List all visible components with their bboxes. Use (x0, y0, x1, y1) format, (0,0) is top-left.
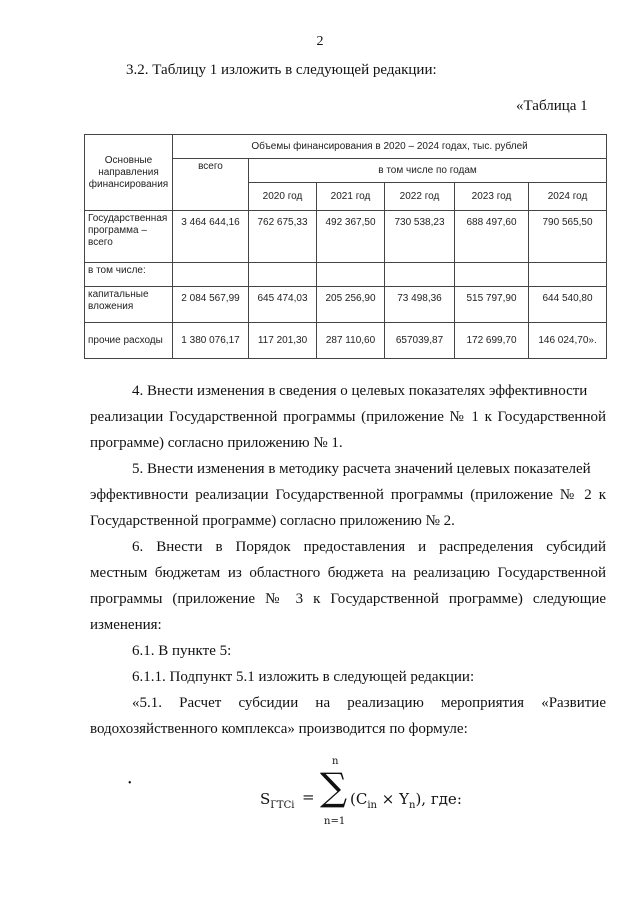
formula-symbol-s (260, 790, 294, 811)
row-label: капитальные вложения (85, 287, 173, 323)
cell-value: 688 497,60 (455, 211, 529, 263)
cell-value: 657039,87 (385, 323, 455, 359)
cell-value: 515 797,90 (455, 287, 529, 323)
paragraph-line: 5. Внести изменения в методику расчета значений целевых показателей (132, 461, 591, 477)
paragraph-line: 6. Внести в Порядок предоставления и распределения субсидий (132, 539, 606, 555)
paragraph-line: 4. Внести изменения в сведения о целевых показателях эффективности (132, 383, 588, 399)
header-directions: Основные направления финансирования (85, 135, 173, 211)
paragraph-line: эффективности реализации Государственной программы (приложение № 2 к (90, 487, 606, 503)
paragraph-line: реализации Государственной программы (приложение № 1 к Государственной (90, 409, 606, 425)
formula-sum-lower: n=1 (324, 816, 346, 827)
paragraph-line: изменения: (90, 617, 162, 633)
header-year: 2020 год (249, 183, 317, 211)
paragraph-line: программе) согласно приложению № 1. (90, 435, 343, 451)
bullet-mark: • (128, 778, 132, 789)
paragraph-line: местным бюджетам из областного бюджета на реализацию Государственной (90, 565, 606, 581)
formula-body (350, 790, 462, 811)
formula-sum-upper: n (332, 756, 339, 767)
cell-value (529, 263, 607, 287)
header-by-year: в том числе по годам (249, 159, 607, 183)
cell-value: 762 675,33 (249, 211, 317, 263)
cell-value: 205 256,90 (317, 287, 385, 323)
cell-value: 645 474,03 (249, 287, 317, 323)
formula-c: (C (350, 790, 368, 808)
cell-value: 172 699,70 (455, 323, 529, 359)
header-total: всего (173, 159, 249, 211)
table-row (85, 287, 607, 323)
subsidy-formula (260, 756, 460, 826)
table-row (85, 323, 607, 359)
table-caption: «Таблица 1 (516, 98, 588, 114)
cell-value (317, 263, 385, 287)
header-year: 2023 год (455, 183, 529, 211)
cell-total: 3 464 644,16 (173, 211, 249, 263)
formula-c-subscript: in (367, 800, 377, 811)
financing-table (84, 134, 607, 359)
paragraph-line: «5.1. Расчет субсидии на реализацию мероприятия «Развитие (132, 695, 606, 711)
formula-s-subscript: ГТСi (270, 800, 295, 811)
formula-s-letter: S (260, 790, 271, 808)
paragraph-line: программы (приложение № 3 к Государственной программе) следующие (90, 591, 606, 607)
paragraph-line: 6.1. В пункте 5: (132, 643, 232, 659)
sum-sigma-icon: ∑ (320, 765, 348, 809)
cell-value (385, 263, 455, 287)
cell-value: 790 565,50 (529, 211, 607, 263)
row-label: в том числе: (85, 263, 173, 287)
cell-value (455, 263, 529, 287)
cell-value: 644 540,80 (529, 287, 607, 323)
cell-value: 287 110,60 (317, 323, 385, 359)
table-row (85, 211, 607, 263)
cell-value (249, 263, 317, 287)
paragraph-line: Государственной программе) согласно приложению № 2. (90, 513, 455, 529)
header-year: 2021 год (317, 183, 385, 211)
cell-total: 2 084 567,99 (173, 287, 249, 323)
header-volumes: Объемы финансирования в 2020 – 2024 годах, тыс. рублей (173, 135, 607, 159)
header-year: 2024 год (529, 183, 607, 211)
cell-value: 73 498,36 (385, 287, 455, 323)
intro-text: 3.2. Таблицу 1 изложить в следующей редакции: (126, 62, 437, 78)
formula-y-subscript: n (409, 800, 416, 811)
cell-value: 730 538,23 (385, 211, 455, 263)
cell-total: 1 380 076,17 (173, 323, 249, 359)
cell-value: 117 201,30 (249, 323, 317, 359)
cell-value: 146 024,70». (529, 323, 607, 359)
cell-value: 492 367,50 (317, 211, 385, 263)
header-year: 2022 год (385, 183, 455, 211)
formula-equals: = (302, 788, 315, 806)
cell-total (173, 263, 249, 287)
row-label: прочие расходы (85, 323, 173, 359)
page-number: 2 (316, 34, 324, 49)
formula-times-y: × Y (376, 790, 409, 808)
formula-tail: ), где: (415, 790, 462, 808)
paragraph-line: водохозяйственного комплекса» производится по формуле: (90, 721, 468, 737)
paragraph-line: 6.1.1. Подпункт 5.1 изложить в следующей редакции: (132, 669, 475, 685)
table-row (85, 263, 607, 287)
row-label: Государственная программа – всего (85, 211, 173, 263)
